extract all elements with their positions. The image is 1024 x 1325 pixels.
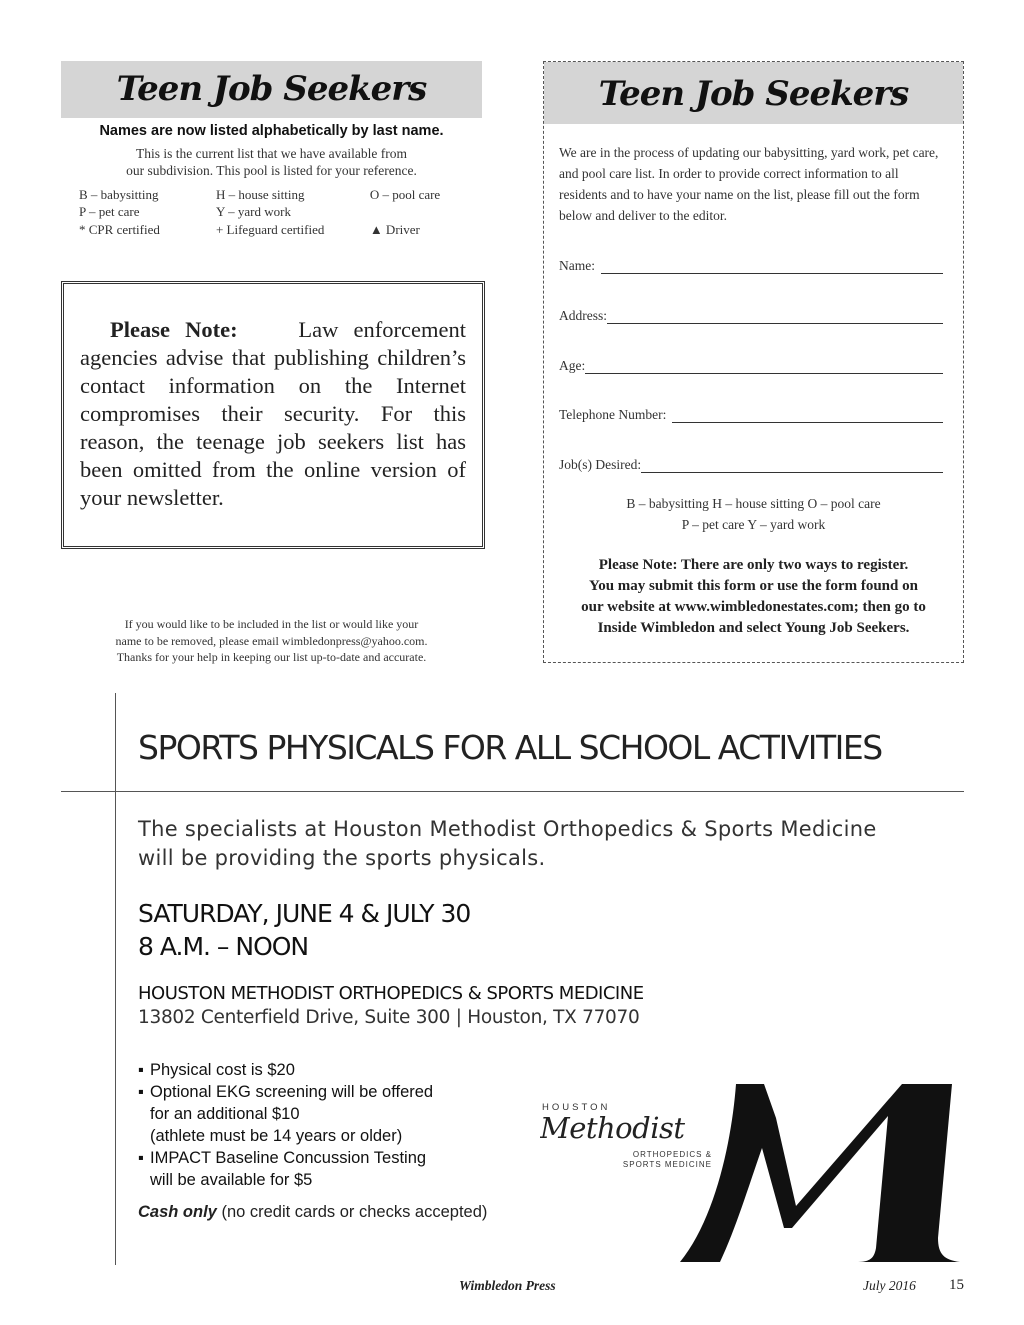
organization-name: HOUSTON METHODIST ORTHOPEDICS & SPORTS MEDICINE — [138, 983, 644, 1004]
sports-intro: The specialists at Houston Methodist Orthopedics & Sports Medicine will be providing the sports physicals. — [138, 817, 877, 870]
legend-row: P – pet care Y – yard work — [79, 204, 291, 219]
list-item: ▪ IMPACT Baseline Concussion Testing — [138, 1149, 427, 1167]
age-line[interactable] — [585, 359, 943, 374]
event-dates: SATURDAY, JUNE 4 & JULY 30 8 A.M. – NOON — [138, 899, 471, 961]
list-item: ▪ Physical cost is $20 — [138, 1061, 295, 1079]
ad-vertical-rule — [115, 693, 116, 1265]
registration-form — [543, 61, 964, 663]
form-intro: We are in the process of updating our babysitting, yard work, pet care, and pool care list. In order to provide correct information to all residents and to have your name on the list, please fill out the form below and deliver to the editor. — [559, 145, 939, 223]
list-item: ▪ Optional EKG screening will be offered — [138, 1083, 434, 1101]
register-note: Please Note: There are only two ways to register. You may submit this form or use the form found on our website at www.wimbledonestates.com; then go to Inside Wimbledon and select Young Job Seekers. — [581, 557, 926, 636]
jobs-field[interactable]: Job(s) Desired: — [559, 457, 943, 473]
privacy-note — [80, 316, 466, 512]
logo-main-text: Methodist — [540, 1111, 685, 1145]
page-number: 15 — [949, 1277, 964, 1293]
legend-row: * CPR certified + Lifeguard certified ▲ Driver — [79, 222, 420, 237]
privacy-note-text: Law enforcement agencies advise that publishing children’s contact information on the Internet compromises their security. For this reason, the teenage job seekers list has been omitted from the online version of your newsletter. — [80, 317, 466, 510]
privacy-note-label: Please Note: — [110, 317, 238, 342]
address-field[interactable]: Address: — [559, 308, 943, 324]
services-legend — [79, 186, 479, 238]
age-field[interactable]: Age: — [559, 358, 943, 374]
sports-title: SPORTS PHYSICALS FOR ALL SCHOOL ACTIVITIES — [138, 728, 882, 767]
form-banner-title: Teen Job Seekers — [598, 74, 909, 114]
price-list: ▪ Physical cost is $20 ▪ Optional EKG screening will be offered for an additional $10 (athlete must be 14 years or older) ▪ IMPACT Baseline Concussion Testing will be available for $5 — [138, 1059, 518, 1191]
name-field[interactable]: Name: — [559, 258, 943, 274]
alphabetical-note: Names are now listed alphabetically by last name. — [99, 123, 444, 139]
issue-date: July 2016 — [863, 1278, 916, 1293]
name-line[interactable] — [601, 259, 943, 274]
jobs-line[interactable] — [641, 458, 943, 473]
list-intro: This is the current list that we have available from our subdivision. This pool is listed for your reference. — [126, 146, 417, 178]
telephone-field[interactable]: Telephone Number: — [559, 407, 943, 423]
payment-note: Cash only (no credit cards or checks accepted) — [138, 1203, 488, 1221]
logo-sub2-text: SPORTS MEDICINE — [622, 1160, 712, 1169]
logo-top-text: HOUSTON — [542, 1102, 611, 1113]
left-banner-title: Teen Job Seekers — [116, 69, 427, 109]
ad-horizontal-rule — [61, 791, 964, 792]
left-banner — [61, 61, 482, 118]
telephone-line[interactable] — [672, 408, 943, 423]
logo-sub1-text: ORTHOPEDICS & — [632, 1150, 712, 1159]
publication-name: Wimbledon Press — [459, 1278, 556, 1293]
legend-row: B – babysitting H – house sitting O – pool care — [79, 187, 441, 202]
list-contact-footer: If you would like to be included in the list or would like your name to be removed, please email wimbledonpress@yahoo.com. Thanks for your help in keeping our list up-to-date and accurate. — [115, 617, 428, 664]
m-monogram-icon — [676, 1078, 966, 1268]
form-banner — [544, 62, 963, 124]
organization-address: 13802 Centerfield Drive, Suite 300 | Houston, TX 77070 — [138, 1007, 640, 1028]
form-legend: B – babysitting H – house sitting O – pool care P – pet care Y – yard work — [626, 496, 881, 532]
privacy-note-box — [61, 281, 485, 549]
address-line[interactable] — [607, 309, 943, 324]
